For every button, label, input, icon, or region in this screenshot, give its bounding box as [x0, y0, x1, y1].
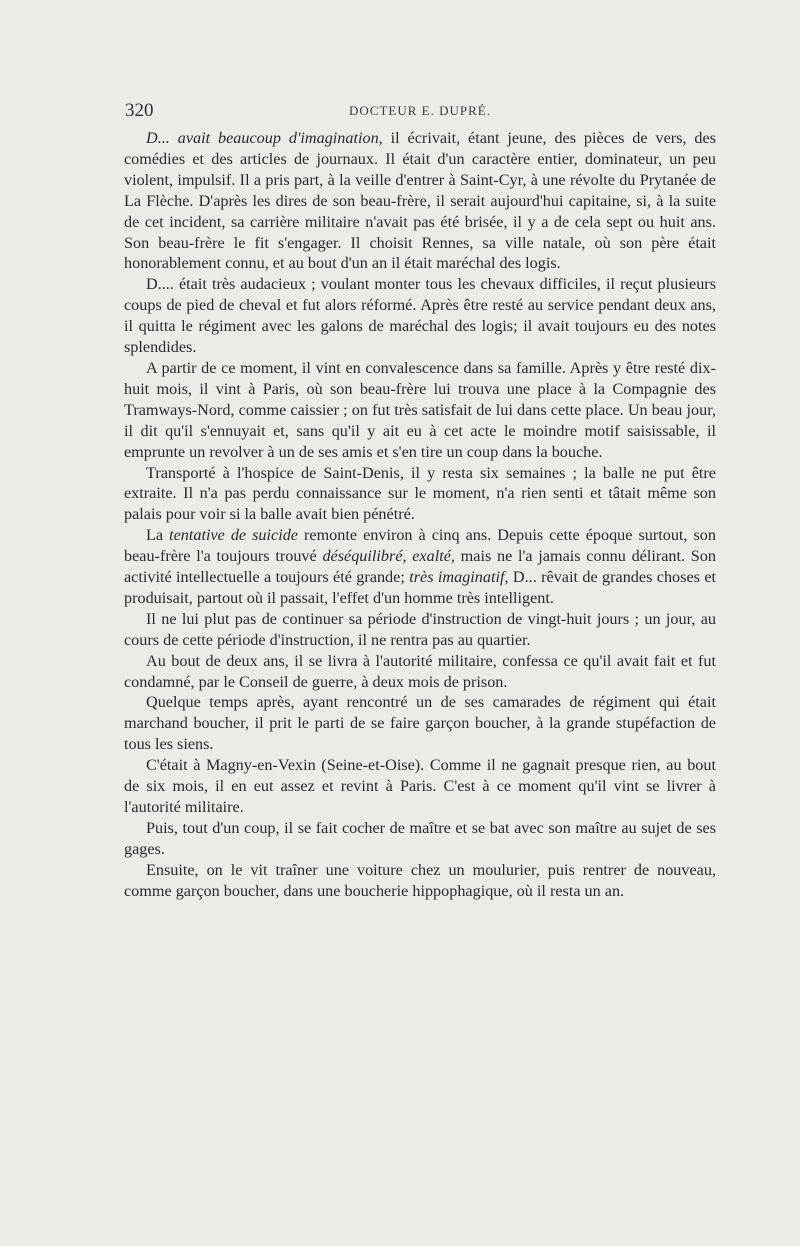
paragraph	[124, 358, 716, 463]
text-run: D.... était très audacieux ; voulant monter tous les chevaux difficiles, il reçut plusieurs coups de pied de cheval et fut alors réformé. Après être resté au service pendant deux ans, il quitta le régiment avec les galons de maréchal des logis; il avait toujours eu des notes splendides.	[124, 275, 716, 357]
text-run: Au bout de deux ans, il se livra à l'autorité militaire, confessa ce qu'il avait fait et fut condamné, par le Conseil de guerre, à deux mois de prison.	[124, 651, 716, 691]
paragraph	[124, 651, 716, 693]
paragraph	[124, 755, 716, 818]
paragraph	[124, 128, 716, 274]
text-run: Il ne lui plut pas de continuer sa période d'instruction de vingt-huit jours ; un jour, au cours de cette période d'instruction, il ne rentra pas au quartier.	[124, 609, 716, 649]
text-run: mais ne l'a jamais connu délirant. Son activité intellectuelle a toujours été grande;	[124, 547, 716, 587]
italic-text: tentative de suicide	[169, 526, 298, 545]
paragraph	[124, 274, 716, 358]
paragraph	[124, 860, 716, 902]
text-run: D... rêvait de grandes choses et produisait, partout où il passait, l'effet d'un homme très intelligent.	[124, 568, 716, 607]
italic-text: déséquilibré, exalté,	[322, 547, 455, 566]
text-run: Transporté à l'hospice de Saint-Denis, il y resta six semaines ; la balle ne put être extraite. Il n'a pas perdu connaissance sur le moment, n'a rien senti et tâtait même son palais pour voir si la balle avait bien pénétré.	[124, 463, 716, 524]
paragraph	[124, 525, 716, 609]
text-run: Ensuite, on le vit traîner une voiture chez un moulurier, puis rentrer de nouveau, comme garçon boucher, dans une boucherie hippophagique, où il resta un an.	[124, 860, 716, 900]
paragraph	[124, 692, 716, 755]
page-number: 320	[125, 100, 154, 121]
text-run: Quelque temps après, ayant rencontré un de ses camarades de régiment qui était marchand boucher, il prit le parti de se faire garçon boucher, à la grande stupéfaction de tous les siens.	[124, 693, 716, 754]
text-run: A partir de ce moment, il vint en convalescence dans sa famille. Après y être resté dix-huit mois, il vint à Paris, où son beau-frère lui trouva une place à la Compagnie des Tramways-Nord, comme caissier ; on fut très satisfait de lui dans cette place. Un beau jour, il dit qu'il s'ennuyait et, sans qu'il y ait eu à cet acte le moindre motif saisissable, il emprunte un revolver à un de ses amis et s'en tire un coup dans la bouche.	[124, 358, 716, 461]
running-head: DOCTEUR E. DUPRÉ.	[349, 103, 491, 118]
italic-text: D... avait beaucoup d'imagination,	[146, 129, 383, 147]
paragraph	[124, 609, 716, 651]
page-header	[125, 100, 715, 126]
italic-text: très imaginatif,	[409, 568, 509, 587]
text-run: C'était à Magny-en-Vexin (Seine-et-Oise). Comme il ne gagnait presque rien, au bout de six mois, il en eut assez et revint à Paris. C'est à ce moment qu'il vint se livrer à l'autorité militaire.	[124, 756, 716, 816]
paragraph	[124, 818, 716, 860]
text-run: il écrivait, étant jeune, des pièces de vers, des comédies et des articles de journaux. Il était d'un caractère entier, dominateur, un peu violent, impulsif. Il a pris part, à la veille d'entrer à Saint-Cyr, à une révolte du Prytanée de La Flèche. D'après les dires de son beau-frère, il serait aujourd'hui capitaine, si, à la suite de cet incident, sa carrière militaire n'avait pas été brisée, il y a de cela sept ou huit ans. Son beau-frère le fit s'engager. Il choisit Rennes, sa ville natale, où son père était honorablement connu, et au bout d'un an il était maréchal des logis.	[124, 129, 716, 273]
paragraph	[124, 463, 716, 526]
text-run: Puis, tout d'un coup, il se fait cocher de maître et se bat avec son maître au sujet de ses gages.	[124, 818, 716, 858]
body-text	[124, 128, 716, 902]
text-run: remonte environ à cinq ans. Depuis cette époque surtout, son beau-frère l'a toujours trouvé	[124, 526, 716, 566]
text-run: La	[146, 526, 170, 545]
